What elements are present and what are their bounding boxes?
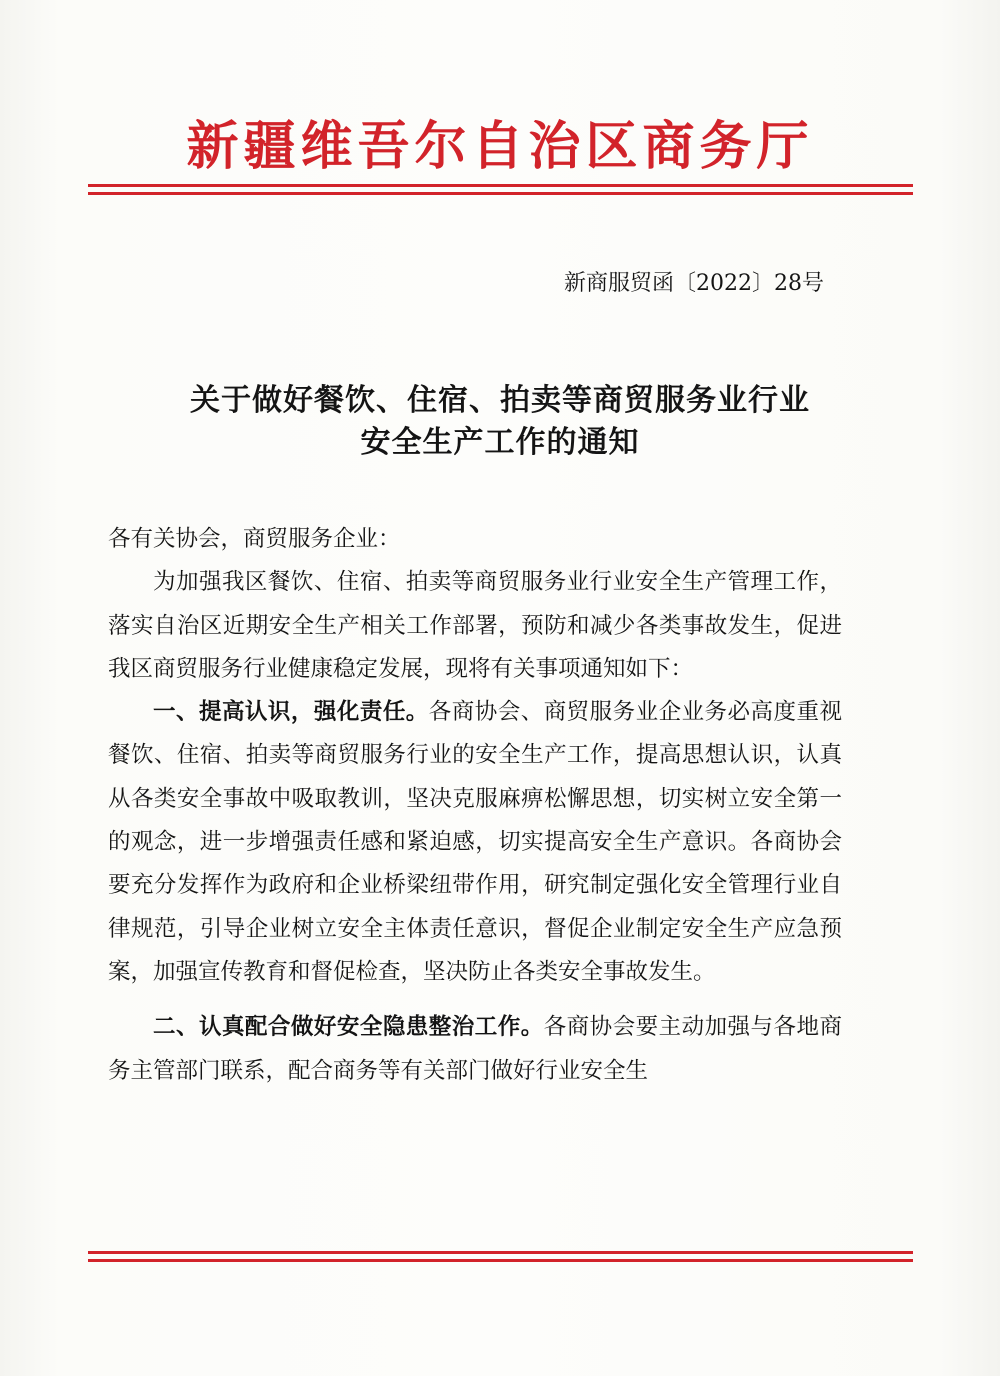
section-1-text: 各商协会、商贸服务业企业务必高度重视餐饮、住宿、拍卖等商贸服务行业的安全生产工作，提高思想认识，认真从各类安全事故中吸取教训，坚决克服麻痹松懈思想，切实树立安全第一的观念，进一步增强责任感和紧迫感，切实提高安全生产意识。各商协会要充分发挥作为政府和企业桥梁纽带作用，研究制定强化安全管理行业自律规范，引导企业树立安全主体责任意识，督促企业制定安全生产应急预案，加强宣传教育和督促检查，坚决防止各类安全事故发生。 — [108, 699, 842, 985]
document-number: 新商服贸函〔2022〕28号 — [564, 271, 824, 296]
document-title-line-1: 关于做好餐饮、住宿、拍卖等商贸服务业行业 — [190, 383, 810, 418]
salutation: 各有关协会，商贸服务企业： — [108, 526, 401, 552]
letterhead-issuer: 新疆维吾尔自治区商务厅 — [186, 116, 814, 177]
section-2-paragraph — [108, 1006, 842, 1093]
document-title — [60, 380, 940, 464]
letterhead-rule-thin — [88, 192, 913, 195]
section-2-heading: 二、认真配合做好安全隐患整治工作。 — [153, 1014, 544, 1041]
footer-rule-thick — [88, 1251, 913, 1254]
intro-paragraph: 为加强我区餐饮、住宿、拍卖等商贸服务业行业安全生产管理工作，落实自治区近期安全生产相关工作部署，预防和减少各类事故发生，促进我区商贸服务行业健康稳定发展，现将有关事项通知如下： — [108, 569, 842, 682]
document-body — [108, 518, 842, 1093]
document-title-line-2: 安全生产工作的通知 — [360, 425, 640, 460]
letterhead-rule-thick — [88, 184, 913, 187]
section-1-heading: 一、提高认识，强化责任。 — [153, 699, 429, 726]
section-1-paragraph — [108, 691, 842, 994]
footer-rule-thin — [88, 1259, 913, 1262]
section-2-text: 各商协会要主动加强与各地商务主管部门联系，配合商务等有关部门做好行业安全生 — [108, 1014, 842, 1084]
